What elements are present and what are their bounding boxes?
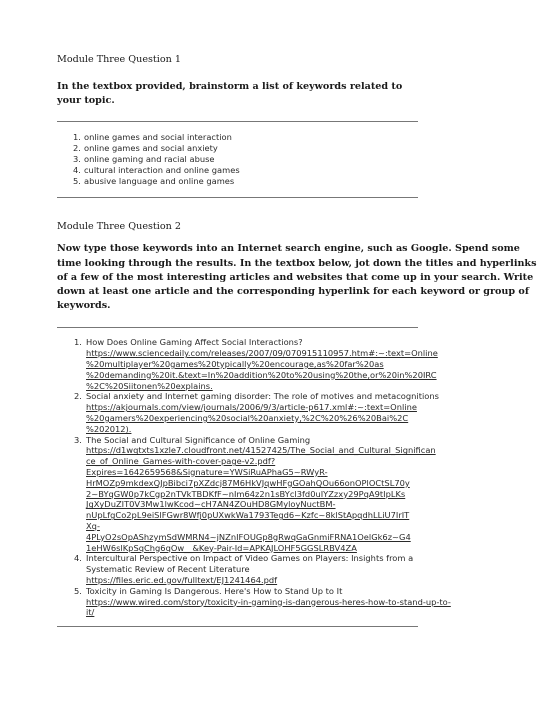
list-number: 1. (73, 132, 81, 143)
reference-link[interactable]: %20gamers%20experiencing%20social%20anxiety,%2C%20%26%20Bai%2C (86, 412, 409, 423)
reference-link[interactable]: %20multiplayer%20games%20typically%20encourage,as%20far%20as (86, 359, 384, 369)
reference-link[interactable]: JgXyDuZIT0V3Mw1lwKcod~cH7AN4ZOuHD8GMyloyNuctBM- (86, 499, 336, 510)
question-1-title: Module Three Question 1 (57, 54, 181, 65)
reference-link[interactable]: https://akjournals.com/view/journals/2006/9/3/article-p617.xml#:~:text=Online (86, 402, 417, 413)
instruction-line: Now type those keywords into an Internet search engine, such as Google. Spend some (57, 243, 520, 255)
keyword-text: online gaming and racial abuse (84, 154, 215, 164)
reference-title: Intercultural Perspective on Impact of Video Games on Players: Insights from a (86, 553, 414, 564)
instruction-line: time looking through the results. In the textbox below, jot down the titles and hyperlinks (57, 257, 537, 269)
list-number: 3. (74, 434, 82, 445)
reference-link[interactable]: https://www.wired.com/story/toxicity-in-gaming-is-dangerous-heres-how-to-stand-up-to- (86, 596, 451, 607)
reference-title: Systematic Review of Recent Literature (86, 564, 250, 575)
reference-item (57, 553, 418, 585)
list-number: 5. (73, 175, 81, 186)
reference-link[interactable]: 2~BYqGW0p7kCgp2nTVkTBDKfF~nIm64z2n1sBYcl3fd0uIYZzxy29PqA9tIpLKs (86, 488, 406, 499)
keyword-item (57, 176, 418, 187)
keyword-item (57, 165, 418, 176)
reference-link[interactable]: Xq- (86, 520, 100, 531)
question-1-instruction: In the textbox provided, brainstorm a list of keywords related to your topic. (57, 81, 403, 107)
list-number: 4. (73, 164, 81, 175)
reference-link[interactable]: 1eHW6slKpSqChg6qOw__&Key-Pair-Id=APKAJLOHF5GGSLRBV4ZA (86, 542, 357, 553)
reference-link[interactable]: https://www.sciencedaily.com/releases/2007/09/070915110957.htm#:~:text=Online (86, 348, 438, 359)
reference-link[interactable]: ce_of_Online_Games-with-cover-page-v2.pdf? (86, 456, 276, 467)
list-number: 5. (74, 585, 82, 596)
reference-title: The Social and Cultural Significance of Online Gaming (86, 434, 311, 445)
reference-link[interactable]: Expires=1642659568&Signature=YWSiRuAPhaG5~RWyR- (86, 466, 328, 477)
question-2-instruction (57, 242, 537, 313)
reference-item (57, 337, 438, 391)
textbox-top-border (57, 121, 418, 122)
list-number: 4. (74, 553, 82, 564)
list-number: 2. (74, 391, 82, 402)
reference-item (57, 391, 439, 434)
textbox-top-border (57, 327, 418, 328)
textbox-bottom-border (57, 197, 418, 198)
question-2-title: Module Three Question 2 (57, 221, 181, 233)
document-page (0, 54, 537, 724)
reference-item (57, 585, 451, 618)
keyword-text: abusive language and online games (84, 175, 235, 186)
keyword-item (57, 154, 418, 165)
instruction-line: down at least one article and the corresponding hyperlink for each keyword or group of (57, 286, 529, 297)
reference-title: How Does Online Gaming Affect Social Interactions? (86, 337, 303, 348)
reference-link[interactable]: %202012). (86, 423, 132, 434)
textbox-bottom-border (57, 626, 418, 627)
keyword-item (57, 143, 418, 154)
reference-link[interactable]: https://d1wqtxts1xzle7.cloudfront.net/41527425/The_Social_and_Cultural_Significan (86, 445, 436, 456)
reference-link[interactable]: https://files.eric.ed.gov/fulltext/EJ1241464.pdf (86, 574, 278, 585)
reference-title: Social anxiety and Internet gaming disorder: The role of motives and metacognitions (86, 391, 439, 402)
reference-link[interactable]: HrMOZp9mkdexQJpBibci7pXZdcj87M6HkVJqwHFgGOahQOu66onOPlOCtSL70y (86, 477, 410, 488)
list-number: 1. (74, 337, 82, 348)
keyword-text: online games and social anxiety (84, 143, 218, 154)
reference-item (57, 434, 436, 554)
reference-link[interactable]: it/ (86, 607, 95, 618)
reference-link[interactable]: nUpLfgCo2pL9eiSlFGwr8Wfj0pUXwkWa1793Tegd6~Kzfc~8klStApqdhLLiU7IrIT (86, 510, 410, 521)
reference-title: Toxicity in Gaming Is Dangerous. Here's How to Stand Up to It (86, 585, 343, 596)
reference-list[interactable] (57, 337, 451, 618)
list-number: 3. (73, 154, 81, 164)
instruction-line: keywords. (57, 300, 111, 312)
keyword-text: cultural interaction and online games (84, 164, 240, 175)
reference-link[interactable]: %20demanding%20it.&text=In%20addition%20to%20using%20the,or%20in%20IRC (86, 369, 437, 380)
keyword-list[interactable] (57, 132, 418, 186)
keyword-item (57, 132, 418, 143)
reference-link[interactable]: 4PLyO2sOpAShzymSdWMRN4~jNZnIFOUGp8gRwqGaGnmiFRNA1OelGk6z~G4 (86, 531, 411, 542)
keyword-text: online games and social interaction (84, 132, 232, 143)
list-number: 2. (73, 143, 81, 154)
instruction-line: of a few of the most interesting articles and websites that come up in your search. Write (57, 271, 534, 283)
reference-link[interactable]: %2C%20Siitonen%20explains. (86, 380, 213, 391)
